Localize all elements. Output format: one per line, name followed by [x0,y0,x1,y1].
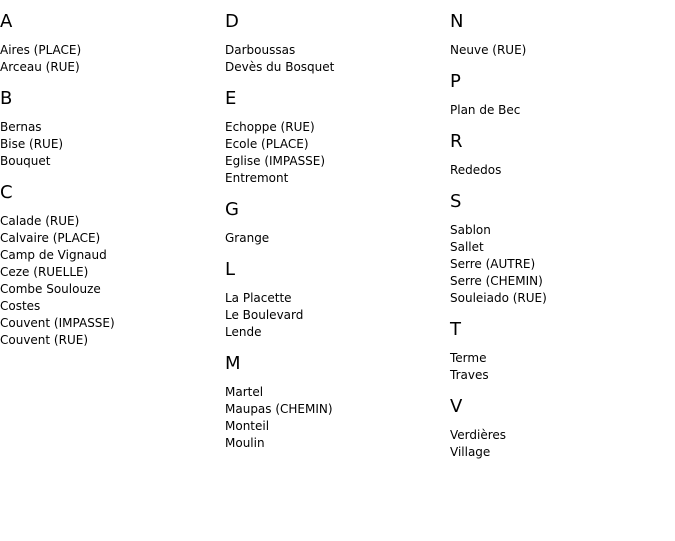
letter-heading: D [225,11,239,32]
street-link[interactable]: Bouquet [0,154,51,168]
street-link[interactable]: Ceze (RUELLE) [0,265,89,279]
street-link[interactable]: Echoppe (RUE) [225,120,315,134]
street-link[interactable]: Devès du Bosquet [225,60,335,74]
letter-heading: C [0,182,13,203]
street-link[interactable]: Grange [225,231,270,245]
letter-group [225,354,445,452]
street-link[interactable]: Aires (PLACE) [0,43,82,57]
letter-heading: P [450,71,461,92]
letter-heading: R [450,131,463,152]
letter-group [450,132,670,179]
letter-heading: M [225,353,241,374]
letter-heading: N [450,11,464,32]
street-link[interactable]: Neuve (RUE) [450,43,527,57]
letter-group [450,320,670,384]
letter-group [450,397,670,461]
street-link[interactable]: Bernas [0,120,42,134]
street-link[interactable]: Sablon [450,223,491,237]
street-link[interactable]: Monteil [225,419,270,433]
letter-heading: A [0,11,13,32]
letter-heading: T [450,319,461,340]
street-link[interactable]: Maupas (CHEMIN) [225,402,333,416]
street-link[interactable]: Traves [450,368,489,382]
letter-heading: B [0,88,13,109]
street-link[interactable]: Serre (AUTRE) [450,257,536,271]
street-link[interactable]: Couvent (IMPASSE) [0,316,115,330]
street-link[interactable]: Camp de Vignaud [0,248,107,262]
street-link[interactable]: Darboussas [225,43,296,57]
street-link[interactable]: Verdières [450,428,507,442]
street-column-3 [450,12,670,474]
letter-group [225,12,445,76]
letter-heading: G [225,199,239,220]
street-link[interactable]: Serre (CHEMIN) [450,274,543,288]
letter-group [0,183,220,349]
letter-group [225,89,445,187]
street-link[interactable]: Ecole (PLACE) [225,137,309,151]
letter-group [225,200,445,247]
street-link[interactable]: Couvent (RUE) [0,333,89,347]
street-link[interactable]: La Placette [225,291,292,305]
street-link[interactable]: Costes [0,299,41,313]
street-link[interactable]: Rededos [450,163,502,177]
letter-heading: E [225,88,237,109]
street-link[interactable]: Sallet [450,240,484,254]
street-link[interactable]: Combe Soulouze [0,282,101,296]
street-link[interactable]: Entremont [225,171,289,185]
street-link[interactable]: Village [450,445,491,459]
street-link[interactable]: Lende [225,325,262,339]
letter-heading: S [450,191,462,212]
letter-heading: V [450,396,463,417]
letter-group [0,12,220,76]
letter-group [225,260,445,341]
letter-group [450,192,670,307]
street-link[interactable]: Plan de Bec [450,103,521,117]
street-link[interactable]: Terme [450,351,487,365]
street-link[interactable]: Martel [225,385,264,399]
street-link[interactable]: Le Boulevard [225,308,304,322]
letter-group [450,12,670,59]
letter-group [450,72,670,119]
street-link[interactable]: Bise (RUE) [0,137,64,151]
street-link[interactable]: Calade (RUE) [0,214,80,228]
street-link[interactable]: Calvaire (PLACE) [0,231,101,245]
letter-group [0,89,220,170]
letter-heading: L [225,259,236,280]
street-link[interactable]: Moulin [225,436,265,450]
street-link[interactable]: Souleiado (RUE) [450,291,547,305]
street-column-1 [0,12,220,362]
street-link[interactable]: Eglise (IMPASSE) [225,154,326,168]
street-link[interactable]: Arceau (RUE) [0,60,80,74]
street-column-2 [225,12,445,465]
